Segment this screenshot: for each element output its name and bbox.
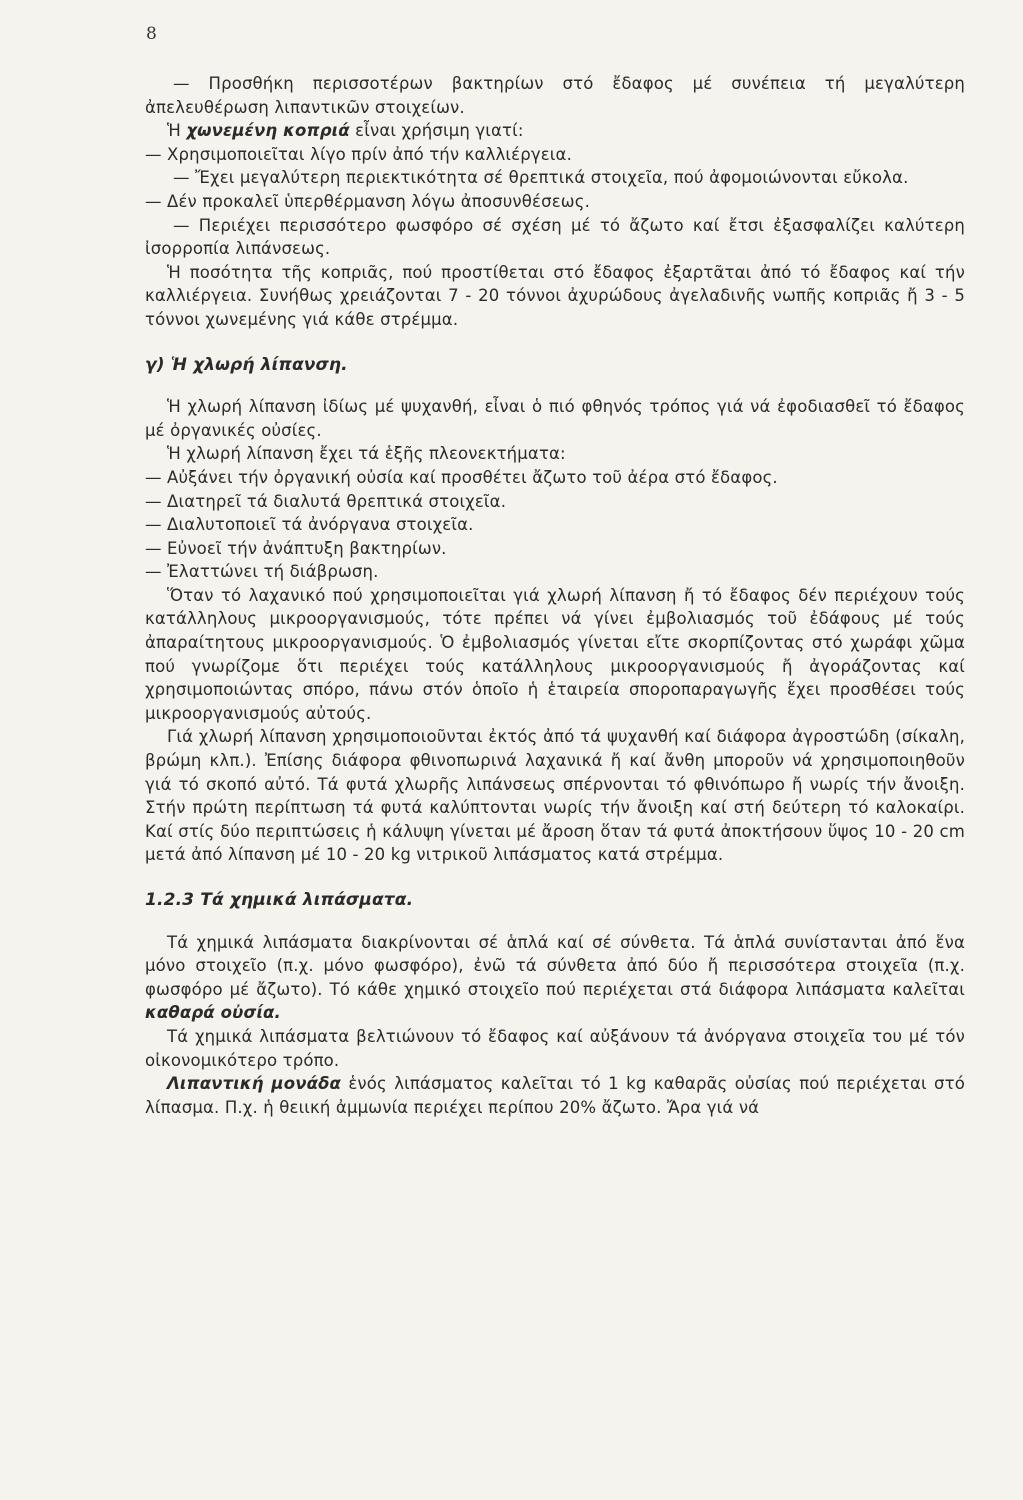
list-item: — Εὐνοεῖ τήν ἀνάπτυξη βακτηρίων. bbox=[145, 538, 447, 558]
pure-substance-term: καθαρά οὐσία. bbox=[145, 1003, 281, 1023]
paragraph-text: ἑνός λιπάσματος καλεῖται τό 1 kg καθαρᾶς οὐσίας πού περιέχεται στό λίπασμα. Π.χ. ἡ θειική ἀμμωνία περιέχει περίπου 20% ἄζωτο. Ἄρα γιά νά bbox=[145, 1074, 965, 1117]
chemical-fertilizers-paragraph bbox=[145, 931, 965, 1025]
intro-text: Ἡ bbox=[167, 121, 187, 141]
fertilizing-unit-term: Λιπαντική μονάδα bbox=[167, 1074, 342, 1094]
composted-manure-intro bbox=[145, 119, 965, 143]
list-item: — Αὐξάνει τήν ὀργανική οὐσία καί προσθέτει ἄζωτο τοῦ ἀέρα στό ἔδαφος. bbox=[145, 467, 778, 487]
green-manure-advantages-intro: Ἡ χλωρή λίπανση ἔχει τά ἑξῆς πλεονεκτήματα: bbox=[167, 444, 566, 464]
list-item: — Ἔχει μεγαλύτερη περιεκτικότητα σέ θρεπτικά στοιχεῖα, πού ἀφομοιώνονται εὔκολα. bbox=[173, 168, 909, 188]
list-item: — Ἐλαττώνει τή διάβρωση. bbox=[145, 562, 379, 582]
composted-manure-term: χωνεμένη κοπριά bbox=[186, 121, 350, 141]
list-item: — Διατηρεῖ τά διαλυτά θρεπτικά στοιχεῖα. bbox=[145, 491, 507, 511]
fertilizers-improve-paragraph: Τά χημικά λιπάσματα βελτιώνουν τό ἔδαφος καί αὐξάνουν τά ἀνόργανα στοιχεῖα του μέ τόν οἰκονομικότερο τρόπο. bbox=[145, 1026, 965, 1070]
green-manure-intro: Ἡ χλωρή λίπανση ἰδίως μέ ψυχανθή, εἶναι ὁ πιό φθηνός τρόπος γιά νά ἐφοδιασθεῖ τό ἔδαφος μέ ὀργανικές οὐσίες. bbox=[145, 397, 965, 440]
page-number: 8 bbox=[146, 24, 157, 44]
section-heading-green-manure: γ) Ἡ χλωρή λίπανση. bbox=[145, 354, 348, 375]
inoculation-paragraph: Ὅταν τό λαχανικό πού χρησιμοποιεῖται γιά χλωρή λίπανση ἤ τό ἔδαφος δέν περιέχουν τούς κατάλληλους μικροοργανισμούς, τότε πρέπει νά γίνει ἐμβολιασμός τοῦ ἐδάφους μέ τούς ἀπαραίτητους μικροοργανισμούς. Ὁ ἐμβολιασμός γίνεται εἴτε σκορπίζοντας στό χωράφι χῶμα πού γνωρίζομε ὅτι περιέχει τούς κατάλληλους μικροοργανισμούς ἤ ἀγοράζοντας καί χρησιμοποιώντας σπόρο, πάνω στόν ὁποῖο ἡ ἑταιρεία σποροπαραγωγῆς ἔχει προσθέσει τούς μικροοργανισμούς αὐτούς. bbox=[145, 585, 965, 723]
list-item: — Διαλυτοποιεῖ τά ἀνόργανα στοιχεῖα. bbox=[145, 515, 474, 535]
paragraph-text: Τά χημικά λιπάσματα διακρίνονται σέ ἁπλά καί σέ σύνθετα. Τά ἁπλά συνίστανται ἀπό ἕνα μόνο στοιχεῖο (π.χ. μόνο φωσφόρο), ἐνῶ τά σύνθετα ἀπό δύο ἤ περισσότερα στοιχεῖα (π.χ. φωσφόρο μέ ἄζωτο). Τό κάθε χημικό στοιχεῖο πού περιέχεται στά διάφορα λιπάσματα καλεῖται bbox=[145, 932, 965, 999]
manure-benefit-bacteria: — Προσθήκη περισσοτέρων βακτηρίων στό ἔδαφος μέ συνέπεια τή μεγαλύτερη ἀπελευθέρωση λιπαντικῶν στοιχείων. bbox=[145, 74, 965, 117]
intro-text-end: εἶναι χρήσιμη γιατί: bbox=[349, 121, 524, 141]
list-item: — Χρησιμοποιεῖται λίγο πρίν ἀπό τήν καλλιέργεια. bbox=[145, 144, 572, 164]
section-heading-chemical-fertilizers: 1.2.3 Τά χημικά λιπάσματα. bbox=[145, 890, 414, 910]
fertilizing-unit-paragraph bbox=[145, 1072, 965, 1119]
page-body bbox=[145, 72, 965, 1119]
green-manure-crops-paragraph: Γιά χλωρή λίπανση χρησιμοποιοῦνται ἐκτός ἀπό τά ψυχανθή καί διάφορα ἀγροστώδη (σίκαλη, βρώμη κλπ.). Ἐπίσης διάφορα φθινοπωρινά λαχανικά ἤ καί ἄνθη μποροῦν νά χρησιμοποιηθοῦν γιά τό σκοπό αὐτό. Τά φυτά χλωρῆς λιπάνσεως σπέρνονται τό φθινόπωρο ἤ νωρίς τήν ἄνοιξη. Στήν πρώτη περίπτωση τά φυτά καλύπτονται νωρίς τήν ἄνοιξη καί στή δεύτερη τό καλοκαίρι. Καί στίς δύο περιπτώσεις ἡ κάλυψη γίνεται μέ ἄροση ὅταν τά φυτά ἀποκτήσουν ὕψος 10 - 20 cm μετά ἀπό λίπανση μέ 10 - 20 kg νιτρικοῦ λιπάσματος κατά στρέμμα. bbox=[145, 727, 965, 865]
list-item: — Δέν προκαλεῖ ὑπερθέρμανση λόγω ἀποσυνθέσεως. bbox=[145, 191, 590, 211]
manure-quantity-paragraph: Ἡ ποσότητα τῆς κοπριᾶς, πού προστίθεται στό ἔδαφος ἐξαρτᾶται ἀπό τό ἔδαφος καί τήν καλλιέργεια. Συνήθως χρειάζονται 7 - 20 τόννοι ἀχυρώδους ἀγελαδινῆς νωπῆς κοπριᾶς ἤ 3 - 5 τόννοι χωνεμένης γιά κάθε στρέμμα. bbox=[145, 262, 965, 329]
list-item: — Περιέχει περισσότερο φωσφόρο σέ σχέση μέ τό ἄζωτο καί ἔτσι ἐξασφαλίζει καλύτερη ἰσορροπία λιπάνσεως. bbox=[145, 215, 965, 259]
